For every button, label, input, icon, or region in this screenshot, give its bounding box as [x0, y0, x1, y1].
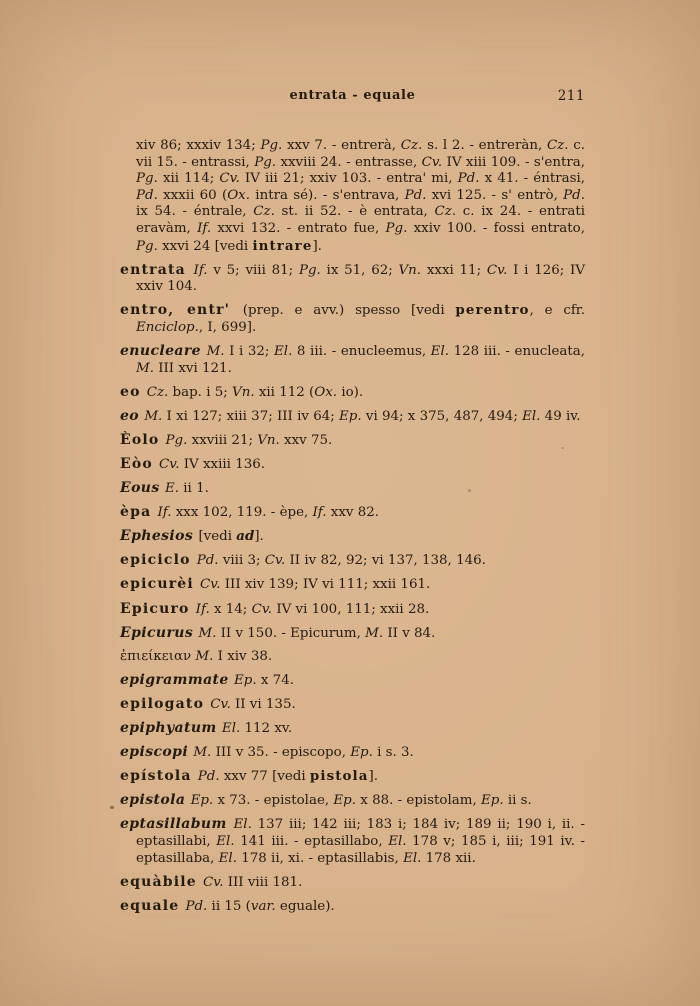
text-run: M. — [206, 344, 225, 360]
text-run: El. — [218, 850, 237, 866]
text-run: perentro — [455, 302, 530, 319]
text-run: st. ii 52. - è entrata, — [274, 204, 435, 220]
entry — [120, 898, 585, 916]
text-run: , I, 699]. — [198, 319, 257, 335]
text-run: xxxi 11; — [421, 262, 487, 278]
text-run: Pg. — [165, 432, 188, 448]
text-run: ]. — [312, 238, 322, 254]
text-run: Cz. — [546, 138, 569, 153]
text-run: Ox. — [314, 384, 338, 400]
text-run: var. — [250, 898, 276, 914]
text-run: c. ix 24. - entrati eravàm, — [136, 204, 586, 236]
text-run: xxvi 132. - entrato fue, — [211, 220, 386, 236]
text-run: Cv. — [202, 874, 224, 890]
headword: eptasillabum — [120, 816, 234, 833]
text-run: III xvi 121. — [153, 360, 232, 376]
text-run: xxxii 60 ( — [157, 187, 228, 203]
text-run: M. — [144, 408, 163, 424]
text-run: x 73. - epistolae, — [213, 793, 334, 809]
entry — [120, 649, 585, 666]
text-run: Ox. — [227, 187, 250, 203]
text-run: M. — [136, 360, 154, 376]
text-run: ii 1. — [179, 481, 209, 497]
text-run: Cv. — [251, 601, 273, 617]
text-run: ]. — [368, 769, 378, 785]
text-run: xxiv 100. - fossi entrato, — [407, 220, 585, 236]
text-run: xxv 77 [vedi — [219, 769, 310, 785]
entry — [120, 625, 585, 643]
text-run: M. — [198, 625, 217, 641]
headword: epístola — [120, 768, 198, 785]
text-run: Vn. — [398, 262, 422, 278]
text-run: Pg. — [298, 262, 321, 278]
text-run: If. — [195, 601, 210, 617]
text-run: IV xxiii 136. — [179, 457, 266, 472]
text-run: Cz. — [434, 204, 457, 220]
text-run: II v 150. - Epicurum, — [216, 625, 366, 641]
header-title: entrata - equale — [289, 88, 416, 103]
headword: Ephesios — [120, 528, 199, 545]
text-run: M. — [365, 625, 384, 641]
text-run: El. — [233, 817, 252, 833]
entry — [120, 408, 585, 426]
entry — [120, 262, 585, 296]
text-run: viii 3; — [218, 553, 265, 569]
text-run: El. — [388, 834, 407, 849]
text-run: xxviii 24. - entrasse, — [276, 154, 422, 170]
text-run: Pg. — [136, 171, 158, 187]
text-run: III v 35. - episcopo, — [211, 745, 351, 761]
text-run: s. l 2. - entreràn, — [422, 138, 547, 153]
headword: Eous — [120, 480, 165, 497]
entry — [120, 528, 585, 546]
text-run: II iv 82, 92; vi 137, 138, 146. — [285, 553, 486, 569]
entry-continuation — [120, 138, 585, 255]
text-run: v 5; viii 81; — [207, 262, 299, 278]
entry — [120, 343, 585, 377]
entry — [120, 696, 585, 714]
text-run: ii s. — [503, 793, 532, 809]
text-run: II v 84. — [383, 625, 436, 641]
text-run: 178 xii. — [421, 850, 476, 866]
entry — [120, 302, 585, 336]
text-run: Pd. — [196, 553, 219, 569]
scan-speck — [468, 489, 471, 492]
text-run: Cv. — [159, 457, 180, 472]
text-run: IV vi 100, 111; xxii 28. — [272, 601, 430, 617]
text-run: Pd. — [404, 187, 427, 203]
text-run: El. — [522, 408, 541, 424]
text-run: Cv. — [200, 577, 221, 593]
text-run: Vn. — [257, 432, 280, 448]
text-run: , e cfr. — [529, 303, 585, 319]
text-run: 137 iii; 142 iii; 183 i; 184 iv; 189 ii; 190 i, ii. - eptasillabi, — [136, 817, 586, 849]
entry — [120, 768, 585, 786]
text-run: Cv. — [219, 171, 240, 187]
text-run: ad — [236, 528, 255, 545]
text-run: xvi 125. - s' entrò, — [426, 187, 564, 203]
headword: Eòo — [120, 456, 160, 472]
text-run: xii 112 ( — [254, 384, 315, 400]
text-run: I i 32; — [224, 344, 275, 360]
headword: enucleare — [120, 343, 207, 360]
text-run: Vn. — [232, 384, 255, 400]
text-run: If. — [157, 505, 172, 521]
entries-list — [120, 138, 585, 915]
headword: equàbile — [120, 873, 203, 890]
text-run: Pd. — [197, 769, 220, 785]
entry — [120, 816, 585, 867]
text-run: ]. — [254, 529, 264, 545]
text-run: El. — [216, 834, 235, 849]
text-run: (prep. e avv.) spesso [vedi — [242, 303, 456, 319]
text-run: Pg. — [260, 138, 283, 153]
text-run: xxviii 21; — [187, 432, 258, 448]
entry — [120, 744, 585, 762]
scan-speck — [110, 806, 114, 809]
text-run: i s. 3. — [372, 745, 414, 761]
text-run: xxv 75. — [279, 432, 333, 448]
text-run: Cv. — [210, 696, 231, 712]
entry — [120, 384, 585, 402]
headword: epicurèi — [120, 576, 200, 593]
headword: epiciclo — [120, 552, 197, 569]
text-run: III viii 181. — [223, 874, 303, 890]
headword: episcopi — [120, 744, 194, 761]
text-run: 141 iii. - eptasillabo, — [234, 834, 389, 849]
text-run: Pg. — [254, 154, 277, 170]
text-run: bap. i 5; — [168, 384, 233, 400]
text-run: x 88. - epistolam, — [356, 793, 481, 809]
entry — [120, 480, 585, 498]
text-run: I xiv 38. — [213, 648, 273, 664]
text-run: ἐπιείκειαν — [120, 648, 196, 664]
text-run: intra sé). - s'entrava, — [250, 187, 405, 203]
text-run: x 41. - éntrasi, — [479, 171, 585, 187]
text-run: xii 114; — [157, 171, 220, 187]
text-run: Pg. — [136, 238, 158, 254]
text-run: M. — [193, 745, 212, 761]
text-run: Ep. — [350, 745, 373, 761]
headword: entrata — [120, 261, 194, 278]
entry — [120, 552, 585, 570]
text-run: Ep. — [234, 672, 257, 688]
text-run: Pd. — [563, 187, 585, 203]
entry — [120, 601, 585, 619]
headword: epistola — [120, 792, 191, 809]
text-run: xxv 7. - entrerà, — [282, 138, 401, 153]
text-run: El. — [403, 850, 422, 866]
text-run: intrare — [252, 237, 313, 254]
text-run: El. — [430, 344, 449, 360]
text-run: I i 126; IV xxiv 104. — [136, 262, 585, 295]
text-run: Cz. — [253, 204, 275, 220]
headword: eo — [120, 407, 145, 424]
text-run: Ep. — [480, 793, 504, 809]
text-run: I xi 127; xiii 37; III iv 64; — [162, 408, 340, 424]
text-run: ix 54. - éntrale, — [136, 204, 254, 220]
text-run: Cz. — [146, 384, 169, 400]
text-run: [vedi — [198, 529, 237, 545]
headword: epiphyatum — [120, 720, 222, 737]
headword: epilogato — [120, 695, 211, 712]
text-run: IV xiii 109. - s'entra, — [442, 154, 586, 170]
entry — [120, 456, 585, 474]
text-run: x 14; — [209, 601, 252, 617]
text-run: xxvi 24 [vedi — [157, 238, 253, 254]
entry — [120, 576, 585, 594]
headword: Epicuro — [120, 600, 196, 617]
text-run: If. — [312, 505, 327, 521]
headword: eo — [120, 383, 147, 400]
headword: èpa — [120, 504, 158, 521]
entry — [120, 504, 585, 522]
scan-speck — [561, 447, 564, 449]
text-run: II vi 135. — [230, 696, 296, 712]
entry — [120, 672, 585, 690]
text-run: Cv. — [486, 262, 508, 278]
headword: entro, entr' — [120, 302, 243, 319]
text-run: Ep. — [190, 793, 214, 809]
text-run: xxx 102, 119. - èpe, — [171, 505, 313, 521]
text-run: Ep. — [339, 408, 362, 424]
text-run: Pd. — [136, 187, 158, 203]
text-run: 49 iv. — [540, 408, 581, 424]
entry — [120, 720, 585, 738]
text-run: 178 v; 185 i, iii; 191 iv. - eptasillaba, — [136, 834, 586, 866]
text-run: El. — [221, 721, 241, 737]
entry — [120, 792, 585, 810]
text-run: io). — [337, 384, 364, 400]
entry — [120, 432, 585, 450]
text-run: ix 51, 62; — [320, 262, 399, 278]
text-run: Cv. — [421, 154, 443, 170]
headword: equale — [120, 897, 186, 914]
text-run: xiv 86; xxxiv 134; — [136, 138, 261, 153]
page-number: 211 — [557, 88, 585, 104]
text-run: Cz. — [400, 138, 423, 153]
text-run: eguale). — [275, 898, 335, 914]
text-run: E. — [164, 481, 179, 497]
running-header — [120, 88, 585, 105]
text-run: III xiv 139; IV vi 111; xxii 161. — [220, 577, 431, 593]
text-run: Pg. — [385, 220, 408, 236]
text-run: Ep. — [333, 793, 356, 809]
text-run: Pd. — [185, 898, 208, 914]
text-run: xxv 82. — [326, 505, 380, 521]
text-run: 112 xv. — [240, 721, 293, 737]
text-run: If. — [193, 262, 208, 278]
headword: Epicurus — [120, 624, 199, 641]
headword: Èolo — [120, 431, 166, 448]
text-run: ii 15 ( — [207, 898, 251, 914]
text-run: 178 ii, xi. - eptasillabis, — [236, 850, 404, 866]
text-run: Enciclop. — [136, 319, 199, 335]
text-run: M. — [195, 648, 214, 664]
text-run: 8 iii. - enucleemus, — [292, 344, 431, 360]
text-run: x 74. — [256, 672, 294, 688]
text-run: vi 94; x 375, 487, 494; — [361, 408, 523, 424]
text-run: pistola — [309, 768, 369, 785]
text-run: c. vii 15. - entrassi, — [136, 138, 585, 170]
entry — [120, 874, 585, 892]
headword: epigrammate — [120, 671, 234, 688]
text-run: El. — [274, 344, 293, 360]
text-run: IV iii 21; xxiv 103. - entra' mi, — [239, 171, 458, 187]
text-run: 128 iii. - enucleata, — [449, 344, 586, 360]
text-run: If. — [197, 220, 212, 236]
text-run: Pd. — [457, 171, 480, 187]
text-run: Cv. — [264, 553, 286, 569]
